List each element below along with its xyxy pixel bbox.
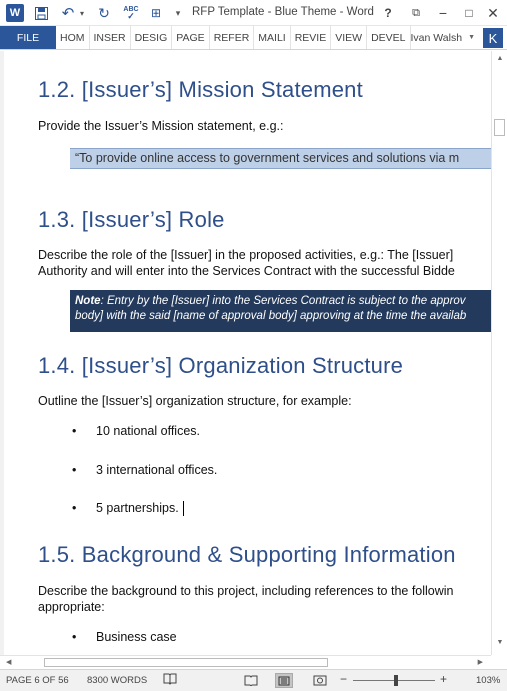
heading-mission-statement: 1.2. [Issuer’s] Mission Statement (38, 77, 363, 102)
document-page[interactable] (0, 51, 491, 655)
tab-mailings[interactable]: MAILI (254, 26, 290, 49)
scroll-left-icon[interactable]: ◀ (6, 659, 12, 666)
quote-block: “To provide online access to government services and solutions via m (70, 148, 491, 169)
heading-organization-structure: 1.4. [Issuer’s] Organization Structure (38, 353, 404, 378)
paragraph: appropriate: (38, 600, 105, 614)
user-name: Ivan Walsh (410, 31, 463, 44)
vertical-scrollbar[interactable] (491, 51, 507, 655)
layout-icon[interactable]: ⊞ (150, 6, 162, 20)
scroll-up-icon[interactable]: ▲ (496, 55, 504, 62)
zoom-in-button[interactable]: + (440, 672, 448, 686)
spelling-icon[interactable]: ABC ✓ (123, 6, 139, 21)
minimize-icon[interactable]: − (438, 5, 448, 21)
proofing-icon[interactable] (163, 673, 177, 688)
zoom-slider-thumb[interactable] (394, 675, 398, 686)
list-item-text: Business case (96, 630, 177, 644)
undo-dropdown-icon[interactable]: ▾ (79, 8, 84, 18)
tab-references[interactable]: REFER (210, 26, 255, 49)
list-item (72, 501, 184, 516)
note-text: : Entry by the [Issuer] into the Services Contract is subject to the approv (100, 295, 466, 307)
spelling-label: ABC (123, 6, 139, 13)
status-bar (0, 669, 507, 691)
bullet-icon: • (72, 424, 77, 438)
print-layout-icon[interactable] (275, 673, 293, 688)
note-line-1 (75, 294, 491, 309)
bullet-icon: • (72, 463, 77, 477)
tab-insert[interactable]: INSER (90, 26, 131, 49)
list-item (72, 424, 200, 438)
vertical-scroll-thumb[interactable] (494, 119, 505, 136)
list-item-text: 3 international offices. (96, 463, 218, 477)
save-icon[interactable] (33, 4, 49, 22)
word-app-icon[interactable]: W (6, 4, 24, 22)
paragraph: Describe the background to this project, including references to the followin (38, 584, 454, 598)
close-icon[interactable]: ✕ (487, 4, 499, 21)
tab-developer[interactable]: DEVEL (367, 26, 410, 49)
redo-icon[interactable]: ↻ (98, 4, 110, 21)
tab-design[interactable]: DESIG (131, 26, 173, 49)
horizontal-scrollbar[interactable] (0, 655, 491, 669)
list-item-text: 10 national offices. (96, 424, 201, 438)
window-title: RFP Template - Blue Theme - Word (192, 6, 374, 18)
tab-home[interactable]: HOM (56, 26, 90, 49)
avatar[interactable]: K (483, 28, 503, 48)
paragraph: Describe the role of the [Issuer] in the proposed activities, e.g.: The [Issuer] (38, 248, 454, 262)
zoom-level[interactable]: 103% (476, 675, 501, 686)
list-item-text: 5 partnerships. (96, 501, 179, 515)
horizontal-scroll-thumb[interactable] (44, 658, 328, 667)
paragraph: Provide the Issuer’s Mission statement, e.g.: (38, 119, 284, 133)
scrollbar-corner (491, 655, 507, 669)
user-account[interactable] (411, 26, 507, 49)
ribbon-display-options-icon[interactable]: ⧉ (412, 6, 420, 19)
note-line-2: body] with the said [name of approval body] approving at the time the availab (75, 310, 467, 322)
scroll-down-icon[interactable]: ▼ (496, 639, 504, 646)
note-block (70, 290, 491, 332)
tab-review[interactable]: REVIE (291, 26, 332, 49)
text-cursor (183, 501, 184, 516)
zoom-out-button[interactable]: − (340, 672, 348, 686)
heading-background: 1.5. Background & Supporting Information (38, 542, 456, 567)
tab-page-layout[interactable]: PAGE (172, 26, 209, 49)
bullet-icon: • (72, 630, 77, 644)
ribbon-tabs (0, 26, 507, 50)
chevron-down-icon: ▼ (468, 34, 475, 41)
read-mode-icon[interactable] (242, 673, 260, 688)
tab-view[interactable]: VIEW (331, 26, 367, 49)
customize-toolbar-icon[interactable]: ▾ (175, 7, 181, 18)
list-item (72, 630, 177, 644)
web-layout-icon[interactable] (311, 673, 329, 688)
bullet-icon: • (72, 501, 77, 515)
undo-icon[interactable]: ↶ (61, 5, 75, 22)
title-bar (0, 0, 507, 26)
help-icon[interactable]: ? (384, 6, 392, 20)
maximize-icon[interactable]: □ (465, 6, 473, 20)
paragraph: Outline the [Issuer’s] organization structure, for example: (38, 394, 352, 408)
page-count[interactable]: PAGE 6 OF 56 (6, 675, 69, 686)
scroll-right-icon[interactable]: ▶ (477, 659, 483, 666)
note-label: Note (75, 295, 101, 307)
heading-role: 1.3. [Issuer’s] Role (38, 207, 225, 232)
paragraph: Authority and will enter into the Services Contract with the successful Bidde (38, 264, 455, 278)
tab-file[interactable]: FILE (0, 26, 56, 49)
word-count[interactable]: 8300 WORDS (87, 675, 148, 686)
list-item (72, 463, 217, 477)
